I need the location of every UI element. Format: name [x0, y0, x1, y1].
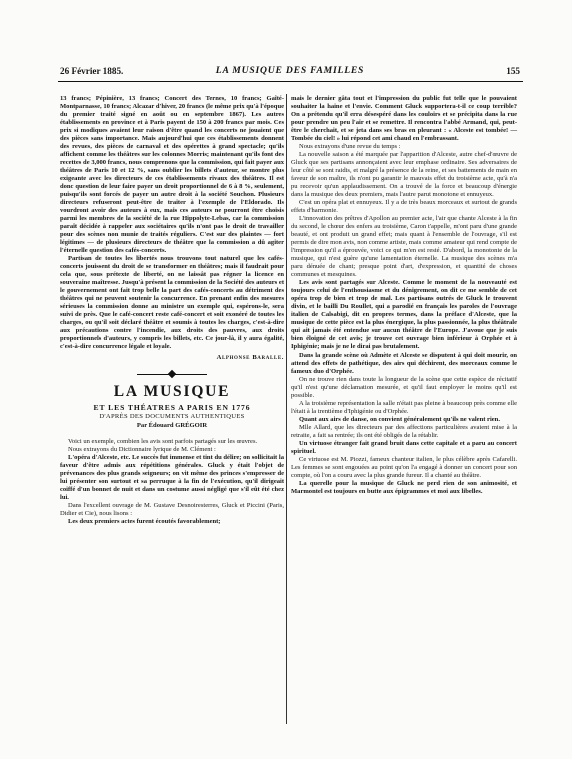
paragraph: Mlle Allard, que les directeurs par des affections particulières avaient mise à la retraite, a fait sa rentrée; ils ont été obligés de la rétablir. [291, 423, 517, 439]
header-date: 26 Février 1885. [60, 66, 124, 76]
paragraph: Nous extrayons du Dictionnaire lyrique de M. Clément : [68, 445, 216, 453]
paragraph: Ce virtuose est M. Piozzi, fameux chanteur italien, le plus célèbre après Cafarelli. Les femmes se sont engouées au point qu'on l'a engagé à donner un concert pour son compte, où l'on a couru avec la plus grande fureur. Il a chanté au théâtre. [291, 455, 517, 479]
column-divider [286, 94, 287, 724]
header-rule [58, 81, 523, 82]
ornament-divider [137, 371, 207, 379]
header-page-number: 155 [506, 66, 520, 76]
paragraph: Voici un exemple, combien les avis sont parfois partagés sur les œuvres. [68, 437, 258, 445]
article-subtitle: ET LES THÉATRES A PARIS EN 1776 [93, 402, 251, 412]
article-subtitle-2: D'APRÈS DES DOCUMENTS AUTHENTIQUES [99, 412, 245, 420]
paragraph: Les avis sont partagés sur Alceste. Comme le moment de la nouveauté est toujours celui de l'enthousiasme et du dénigrement, on dit ce me semble de cet opéra trop de bien et trop de mal. Les partisans outrés de Gluck le trouvent divin, et le bailli Du Roullet, qui a parodié en français les paroles de l'ouvrage italien de Calsabigi, dit en propres termes, dans la préface d'Alceste, que la musique de cette pièce est la plus énergique, la plus passionnée, la plus théâtrale qui ait jamais été entendue sur aucun théâtre de l'Europe. J'avoue que je suis bien éloigné de cet avis; je trouve cet ouvrage bien inférieur à Orphée et à Iphigénie; mais je ne le dirai pas brutalement. [291, 279, 517, 351]
paragraph: Quant aux airs de danse, on convient généralement qu'ils ne valent rien. [299, 415, 500, 423]
paragraph: C'est un opéra plat et ennuyeux. Il y a de très beaux morceaux et surtout de grands effets d'harmonie. [291, 199, 517, 215]
signature: Alphonse Baralle. [216, 353, 284, 361]
quote-paragraph: Les deux premiers actes furent écoutés favorablement; [68, 517, 221, 525]
paragraph: On ne trouve rien dans toute la longueur de la scène que cette espèce de récitatif qu'il n'est qu'une déclamation mesurée, et qu'il faut employer le moins qu'il est possible. [291, 375, 517, 399]
paragraph: A la troisième représentation la salle n'était pas pleine à beaucoup près comme elle l'était à la trentième d'Iphigénie ou d'Orphée. [291, 399, 517, 415]
paragraph: L'innovation des prêtres d'Apollon au premier acte, l'air que chante Alceste à la fin du second, le chœur des enfers au troisième, Caron t'appelle, m'ont paru d'une grande beauté, et ont produit un grand effet; mais quant à l'ensemble de l'ouvrage, s'il est permis de dire mon avis, non comme artiste, mais comme amateur qui rend compte de l'impression qu'il a éprouvée, voici ce qui m'en est resté. D'abord, la monotonie de la musique, qui n'est guère qu'une lamentation éternelle. La musique des scènes m'a paru dénuée de chant; presque point d'art, d'expression, et quantité de choses communes et mesquines. [291, 215, 517, 279]
paragraph: Nous extrayons d'une revue du temps : [299, 143, 401, 151]
paragraph: Dans la grande scène où Admète et Alceste se disputent à qui doit mourir, on attend des effets de pathétique, des airs qui déchirent, des morceaux comme le fameux duo d'Orphée. [291, 351, 517, 375]
paragraph: Dans l'excellent ouvrage de M. Gustave Desnoiresterres, Gluck et Piccini (Paris, Didier et Cie), nous lisons : [60, 501, 284, 517]
paragraph: mais le dernier gâta tout et l'impression du public fut telle que le pouvaient souhaiter la haine et l'envie. Comment Gluck supportera-t-il ce coup terrible? On a prétendu qu'il erra désespéré dans les couloirs et se précipita dans la rue pour prendre un peu l'air et se remettre. Il rencontra l'abbé Armand, qui, peut-être le cherchait, et se jeta dans ses bras en pleurant : « Alceste est tombée! — Tombée du ciel! » lui répond cet ami chaud en l'embrassant. [291, 95, 517, 143]
ornament-diamond [168, 369, 176, 377]
paragraph: 13 francs; Pépinière, 13 francs; Concert des Ternes, 10 francs; Gaîté-Montparnasse, 10 francs; Alcazar d'hiver, 20 francs (le même prix qu'à l'époque du premier traité signé en août ou en septembre 1867). Les autres établissements en province et à Paris payent de 150 à 200 francs par mois. Ces prix si modiques avaient leur raison d'être quand les concerts ne jouaient que des pièces sans importance. Mais aujourd'hui que ces établissements donnent des revues, des pièces de carnaval et des opérettes à grand spectacle; qu'ils affichent comme les théâtres sur les colonnes Morris; maintenant qu'ils font des recettes de 3,000 francs, nous comprenons que la commission, qui fait payer aux théâtres de Paris 10 et 12 %, sans oublier les billets d'auteur, se montre plus exigeante avec les directeurs de ces établissements rivaux des théâtres. Il est donc question de leur faire payer un droit proportionnel de 6 à 8 %, seulement, puisqu'ils sont forcés de payer un autre droit à la société Souchon. Plusieurs directeurs refuseront peut-être de traiter à l'exemple de l'Eldorado. Ils vourdront avoir des auteurs à eux, mais ces auteurs ne pourront être choisis parmi les membres de la société de la rue Hippolyte-Lebas, car la commission paraît décidée à rappeler aux sociétaires qu'ils n'ont pas le droit de travailler pour des scènes non munie de traités réguliers. C'est sur des plaintes — fort légitimes — de plusieurs directeurs de théâtre que la commission a dû agiter l'éternelle question des cafés-concerts. [60, 95, 284, 255]
left-column [60, 95, 284, 526]
running-header [60, 66, 520, 80]
paragraph: Un virtuose étranger fait grand bruit dans cette capitale et a paru au concert spirituel. [291, 439, 517, 455]
article-author: Par Édouard GRÉGOIR [136, 421, 208, 429]
article-title: LA MUSIQUE [113, 382, 231, 400]
header-journal-title: LA MUSIQUE DES FAMILLES [215, 65, 365, 76]
quote-paragraph: L'opéra d'Alceste, etc. Le succès fut immense et tint du délire; on sollicitait la faveur d'être admis aux répétitions générales. Gluck y était l'objet de prévenances des plus grands seigneurs; on vit même des princes s'empresser de lui présenter son surtout et sa perruque à la fin de l'exécution, qu'il dirigeait coiffé d'un bonnet de nuit et dans un costume aussi négligé que s'il eût été chez lui. [60, 453, 284, 501]
paragraph: La querelle pour la musique de Gluck ne perd rien de son animosité, et Marmontel est toujours en butte aux épigrammes et moi aux libelles. [291, 479, 517, 495]
paragraph: La nouvelle saison a été marquée par l'apparition d'Alceste, autre chef-d'œuvre de Gluck que ses partisans annonçaient avec leur emphase ordinaire. Ses adversaires de leur côté se sont raidis, et malgré la présence de la reine, et ses battements de main en faveur de son maître, ils n'ont pu garantir le mauvais effet du troisième acte, qu'à n'a pu recevoir qu'un applaudissement. On a trouvé de la force et beaucoup d'énergie dans la musique des deux premiers, mais l'autre parut monotone et ennuyeux. [291, 151, 517, 199]
paragraph: Partisan de toutes les libertés nous trouvons tout naturel que les cafés-concerts jouissent du droit de se transformer en théâtres; mais il faudrait pour cela que, sous prétexte de liberté, on ne laissât pas régner la licence en souveraine maîtresse. Jusqu'à présent la commission de la Société des auteurs et le gouvernement ont fait trop belle la part des cafés-concerts au détriment des théâtres qui ne peuvent soutenir la concurrence. En prenant enfin des mesures sérieuses la commission donne au ministre un exemple qui, espérons-le, sera suivi de près. Que le café-concert reste café-concert et soit exonéré de toutes les charges, ou qu'il soit déclaré théâtre et soumis à toutes les charges, c'est-à-dire aux précautions contre l'incendie, aux droits des pauvres, aux droits proportionnels d'auteurs, y compris les billets, etc. Ce jour-là, il y aura égalité, c'est-à-dire concurrence légale et loyale. [60, 255, 284, 351]
right-column [291, 95, 517, 496]
